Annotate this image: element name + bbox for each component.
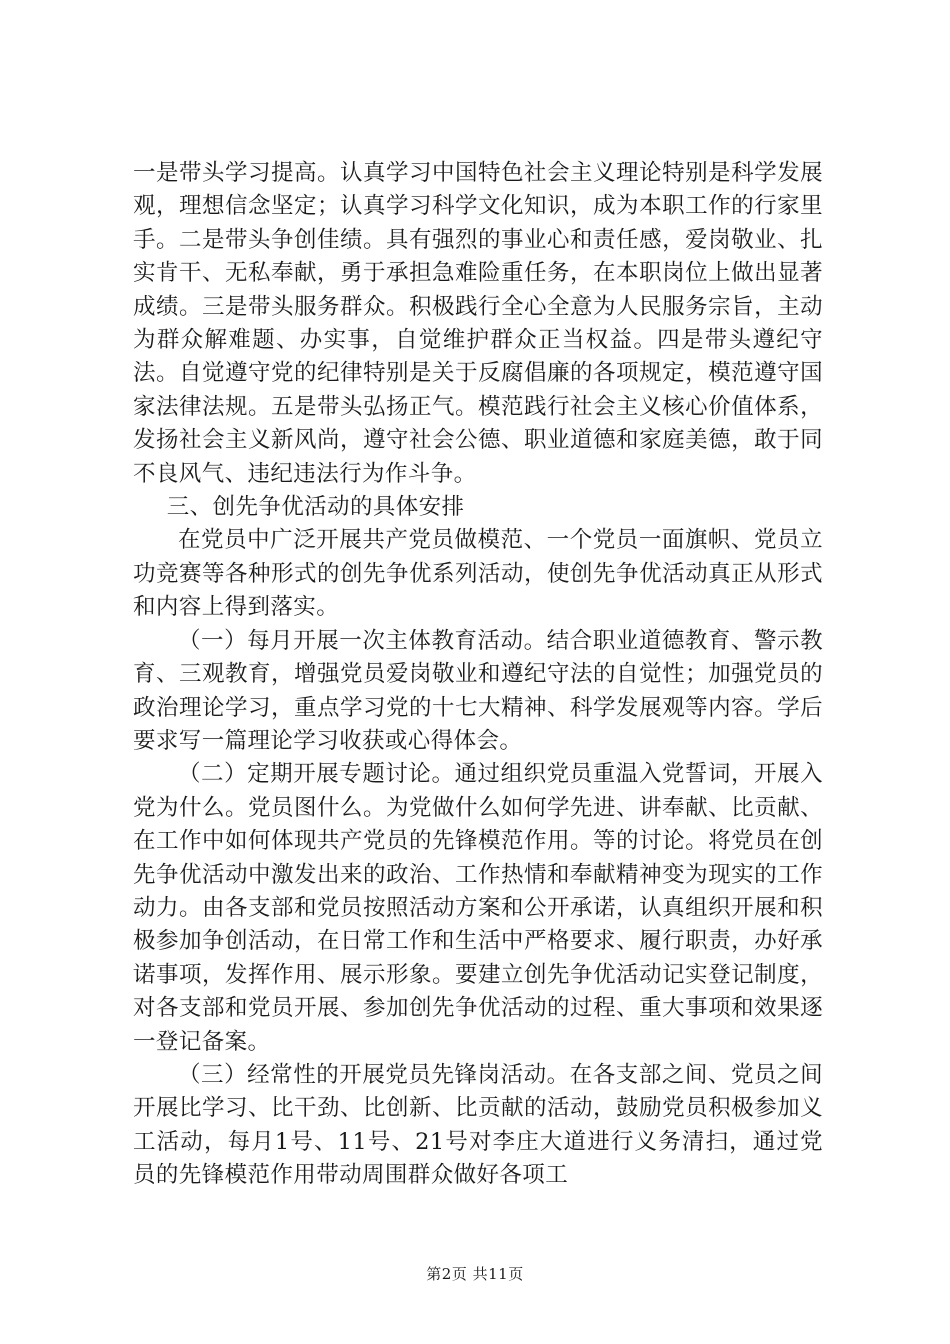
paragraph-item-two: （二）定期开展专题讨论。通过组织党员重温入党誓词，开展入党为什么。党员图什么。为党做什么如何学先进、讲奉献、比贡献、在工作中如何体现共产党员的先锋模范作用。等的讨论。将党员在创先争优活动中激发出来的政治、工作热情和奉献精神变为现实的工作动力。由各支部和党员按照活动方案和公开承诺，认真组织开展和积极参加争创活动，在日常工作和生活中严格要求、履行职责，办好承诺事项，发挥作用、展示形象。要建立创先争优活动记实登记制度，对各支部和党员开展、参加创先争优活动的过程、重大事项和效果逐一登记备案。 <box>133 761 823 1055</box>
paragraph-five-leads: 一是带头学习提高。认真学习中国特色社会主义理论特别是科学发展观，理想信念坚定；认真学习科学文化知识，成为本职工作的行家里手。二是带头争创佳绩。具有强烈的事业心和责任感，爱岗敬业、扎实肯干、无私奉献，勇于承担急难险重任务，在本职岗位上做出显著成绩。三是带头服务群众。积极践行全心全意为人民服务宗旨，主动为群众解难题、办实事，自觉维护群众正当权益。四是带头遵纪守法。自觉遵守党的纪律特别是关于反腐倡廉的各项规定，模范遵守国家法律法规。五是带头弘扬正气。模范践行社会主义核心价值体系，发扬社会主义新风尚，遵守社会公德、职业道德和家庭美德，敢于同不良风气、违纪违法行为作斗争。 <box>133 160 823 487</box>
paragraph-item-three: （三）经常性的开展党员先锋岗活动。在各支部之间、党员之间开展比学习、比干劲、比创新、比贡献的活动，鼓励党员积极参加义工活动，每月1号、11号、21号对李庄大道进行义务清扫，通过党员的先锋模范作用带动周围群众做好各项工 <box>133 1061 823 1189</box>
paragraph-activities-intro: 在党员中广泛开展共产党员做模范、一个党员一面旗帜、党员立功竞赛等各种形式的创先争优系列活动，使创先争优活动真正从形式和内容上得到落实。 <box>133 527 823 621</box>
page-footer <box>0 1263 950 1284</box>
paragraph-item-one: （一）每月开展一次主体教育活动。结合职业道德教育、警示教育、三观教育，增强党员爱岗敬业和遵纪守法的自觉性；加强党员的政治理论学习，重点学习党的十七大精神、科学发展观等内容。学后要求写一篇理论学习收获或心得体会。 <box>133 627 823 754</box>
page-number-label: 第2页 共11页 <box>426 1265 524 1283</box>
section-heading-three: 三、创先争优活动的具体安排 <box>166 494 465 521</box>
document-body <box>133 157 823 1193</box>
